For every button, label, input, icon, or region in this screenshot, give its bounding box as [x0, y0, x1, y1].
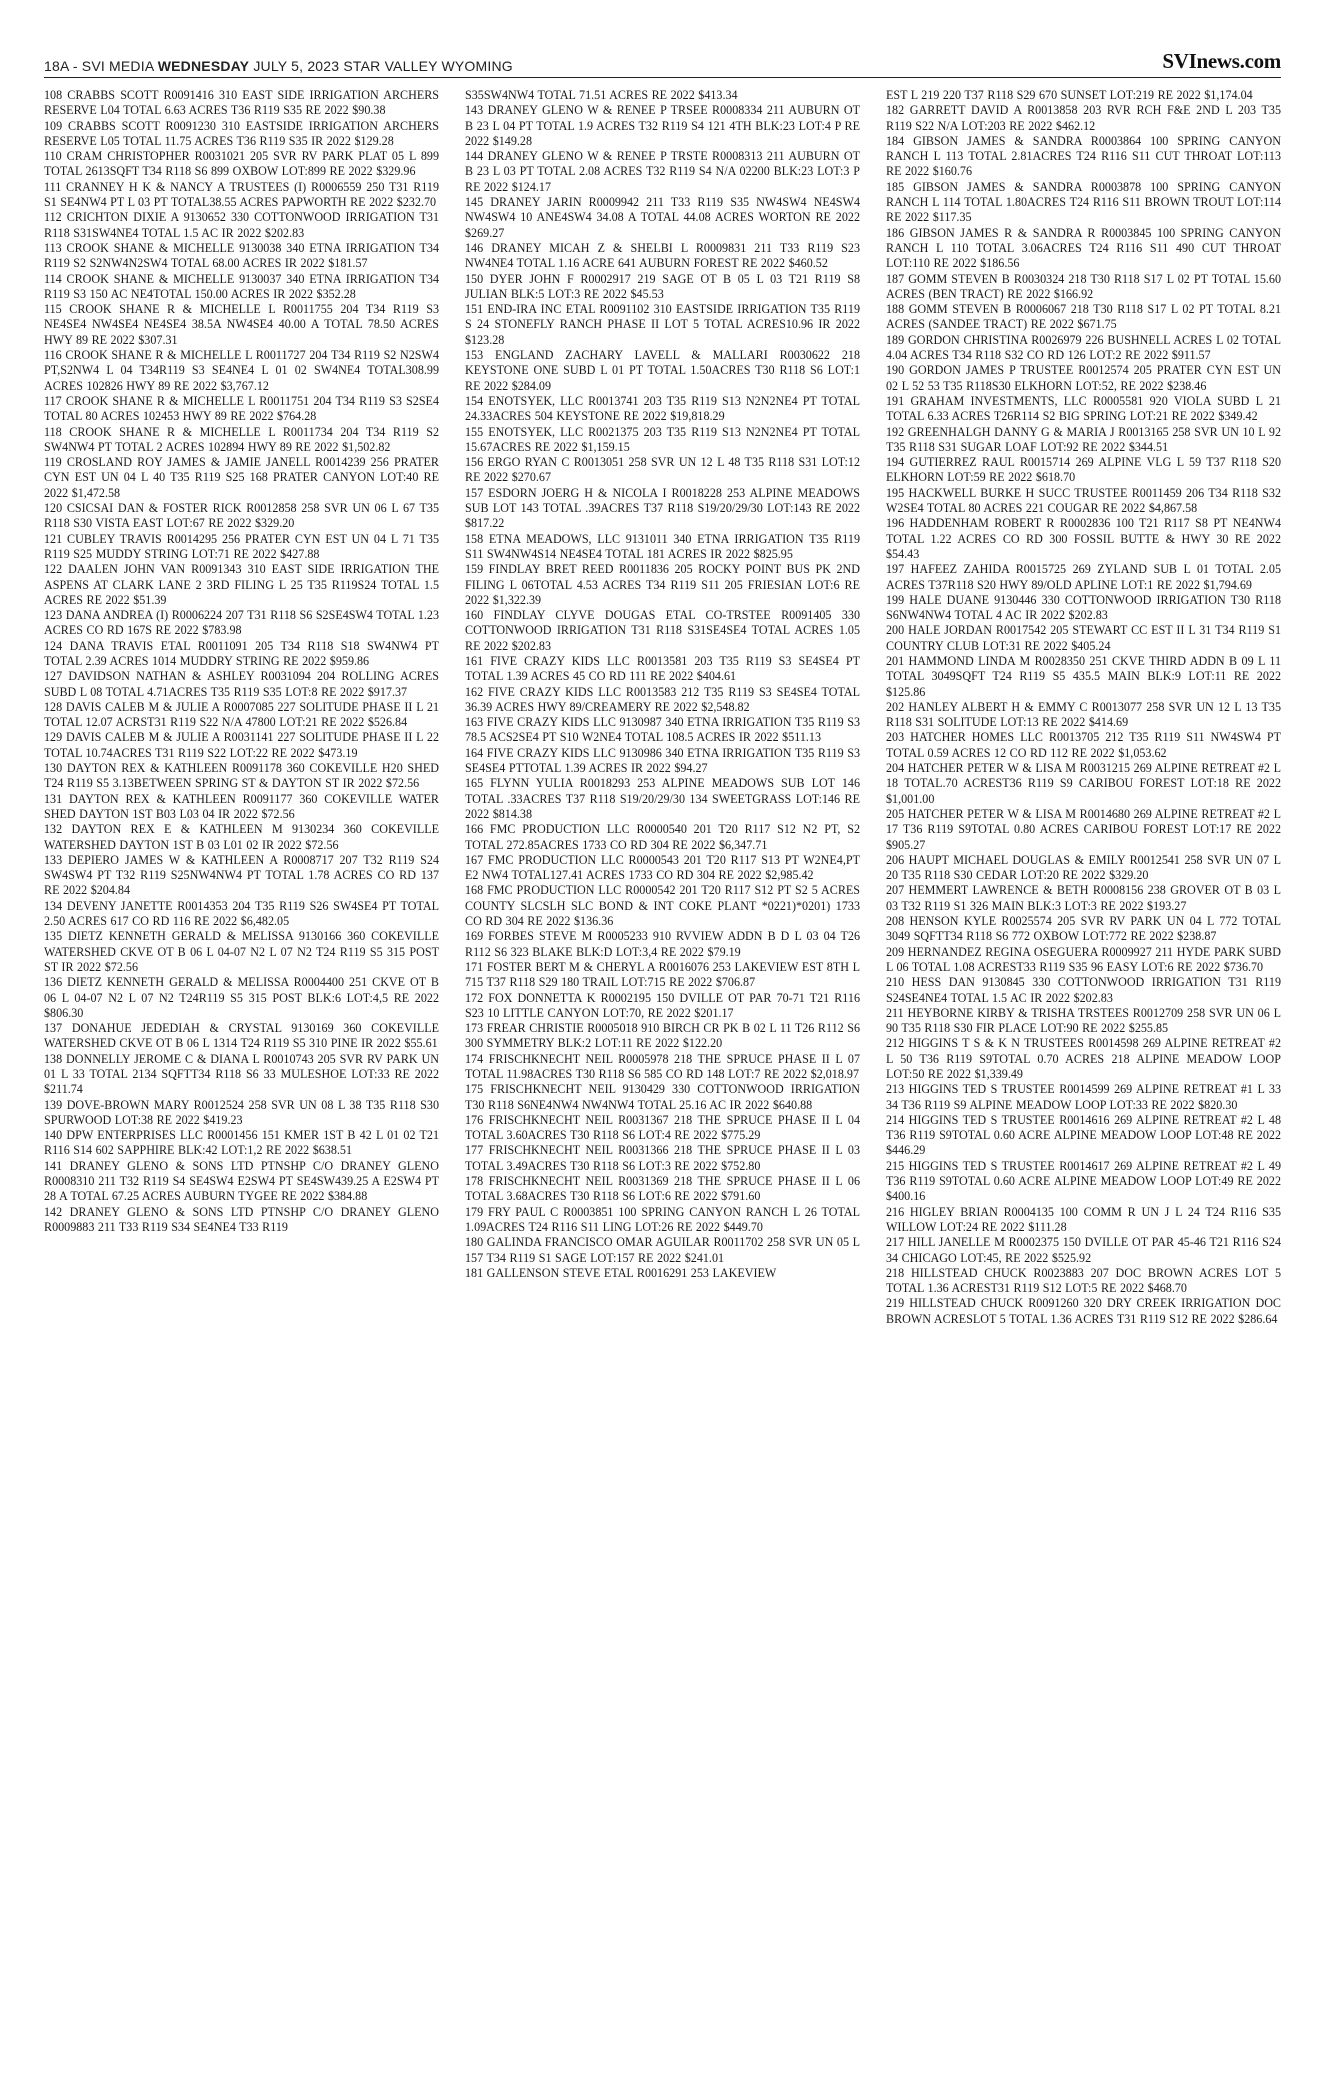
tax-notice-entry: 208 HENSON KYLE R0025574 205 SVR RV PARK UN 04 L 772 TOTAL 3049 SQFTT34 R118 S6 772 OXBOW LOT:772 RE 2022 $238.87 [886, 914, 1281, 944]
tax-notice-entry: 173 FREAR CHRISTIE R0005018 910 BIRCH CR PK B 02 L 11 T26 R112 S6 300 SYMMETRY BLK:2 LOT:11 RE 2022 $122.20 [465, 1021, 860, 1051]
tax-notice-entry: 177 FRISCHKNECHT NEIL R0031366 218 THE SPRUCE PHASE II L 03 TOTAL 3.49ACRES T30 R118 S6 LOT:3 RE 2022 $752.80 [465, 1143, 860, 1173]
tax-notice-entry: 128 DAVIS CALEB M & JULIE A R0007085 227 SOLITUDE PHASE II L 21 TOTAL 12.07 ACRST31 R119 S22 N/A 47800 LOT:21 RE 2022 $526.84 [44, 699, 439, 730]
tax-notice-entry: 137 DONAHUE JEDEDIAH & CRYSTAL 9130169 360 COKEVILLE WATERSHED CKVE OT B 06 L 1314 T24 R119 S5 310 PINE IR 2022 $55.61 [44, 1021, 439, 1051]
tax-notice-entry: 218 HILLSTEAD CHUCK R0023883 207 DOC BROWN ACRES LOT 5 TOTAL 1.36 ACREST31 R119 S12 LOT:5 RE 2022 $468.70 [886, 1265, 1281, 1296]
tax-notice-entry: 121 CUBLEY TRAVIS R0014295 256 PRATER CYN EST UN 04 L 71 T35 R119 S25 MUDDY STRING LOT:71 RE 2022 $427.88 [44, 531, 439, 561]
tax-notice-entry: 119 CROSLAND ROY JAMES & JAMIE JANELL R0014239 256 PRATER CYN EST UN 04 L 40 T35 R119 S25 168 PRATER CANYON LOT:40 RE 2022 $1,472.58 [44, 455, 439, 500]
tax-notice-entry: 182 GARRETT DAVID A R0013858 203 RVR RCH F&E 2ND L 203 T35 R119 S22 N/A LOT:203 RE 2022 $462.12 [886, 103, 1281, 133]
tax-notice-entry: 181 GALLENSON STEVE ETAL R0016291 253 LAKEVIEW [465, 1265, 777, 1280]
column-3 [886, 88, 1281, 2018]
tax-notice-entry: 117 CROOK SHANE R & MICHELLE L R0011751 204 T34 R119 S3 S2SE4 TOTAL 80 ACRES 102453 HWY 89 RE 2022 $764.28 [44, 393, 439, 424]
tax-notice-entry: 151 END-IRA INC ETAL R0091102 310 EASTSIDE IRRIGATION T35 R119 S 24 STONEFLY RANCH PHASE II LOT 5 TOTAL ACRES10.96 IR 2022 $123.28 [465, 302, 860, 347]
tax-notice-entry: 213 HIGGINS TED S TRUSTEE R0014599 269 ALPINE RETREAT #1 L 33 34 T36 R119 S9 ALPINE MEADOW LOOP LOT:33 RE 2022 $820.30 [886, 1082, 1281, 1112]
tax-notice-entry: 216 HIGLEY BRIAN R0004135 100 COMM R UN J L 24 T24 R116 S35 WILLOW LOT:24 RE 2022 $111.28 [886, 1204, 1281, 1234]
tax-notice-entry: 161 FIVE CRAZY KIDS LLC R0013581 203 T35 R119 S3 SE4SE4 PT TOTAL 1.39 ACRES 45 CO RD 111 RE 2022 $404.61 [465, 653, 860, 684]
tax-notice-entry: 156 ERGO RYAN C R0013051 258 SVR UN 12 L 48 T35 R118 S31 LOT:12 RE 2022 $270.67 [465, 455, 860, 485]
tax-notice-entry: 195 HACKWELL BURKE H SUCC TRUSTEE R0011459 206 T34 R118 S32 W2SE4 TOTAL 80 ACRES 221 COUGAR RE 2022 $4,867.58 [886, 485, 1281, 516]
tax-notice-entry: 166 FMC PRODUCTION LLC R0000540 201 T20 R117 S12 N2 PT, S2 TOTAL 272.85ACRES 1733 CO RD 304 RE 2022 $6,347.71 [465, 822, 860, 852]
weekday-label: WEDNESDAY [157, 58, 250, 74]
tax-notice-entry: 154 ENOTSYEK, LLC R0013741 203 T35 R119 S13 N2N2NE4 PT TOTAL 24.33ACRES 504 KEYSTONE RE 2022 $19,818.29 [465, 393, 860, 424]
site-logo: SVInews.com [1162, 49, 1281, 73]
tax-notice-entry: 142 DRANEY GLENO & SONS LTD PTNSHP C/O DRANEY GLENO R0009883 211 T33 R119 S34 SE4NE4 T33 R119 [44, 1204, 439, 1234]
tax-notice-entry: 133 DEPIERO JAMES W & KATHLEEN A R0008717 207 T32 R119 S24 SW4SW4 PT T32 R119 S25NW4NW4 PT TOTAL 1.78 ACRES CO RD 137 RE 2022 $204.84 [44, 852, 439, 898]
tax-notice-entry: 129 DAVIS CALEB M & JULIE A R0031141 227 SOLITUDE PHASE II L 22 TOTAL 10.74ACRES T31 R119 S22 LOT:22 RE 2022 $473.19 [44, 730, 439, 760]
tax-notice-entry: 157 ESDORN JOERG H & NICOLA I R0018228 253 ALPINE MEADOWS SUB LOT 143 TOTAL .39ACRES T37 R118 S19/20/29/30 LOT:143 RE 2022 $817.22 [465, 485, 860, 531]
tax-notice-entry: 140 DPW ENTERPRISES LLC R0001456 151 KMER 1ST B 42 L 01 02 T21 R116 S14 602 SAPPHIRE BLK:42 LOT:1,2 RE 2022 $638.51 [44, 1128, 439, 1158]
tax-notice-entry: 145 DRANEY JARIN R0009942 211 T33 R119 S35 NW4SW4 NE4SW4 NW4SW4 10 ANE4SW4 34.08 A TOTAL 44.08 ACRES WORTON RE 2022 $269.27 [465, 195, 860, 240]
tax-notice-entry: 108 CRABBS SCOTT R0091416 310 EAST SIDE IRRIGATION ARCHERS RESERVE L04 TOTAL 6.63 ACRES T36 R119 S35 RE 2022 $90.38 [44, 88, 439, 118]
tax-notice-entry: 130 DAYTON REX & KATHLEEN R0091178 360 COKEVILLE H20 SHED T24 R119 S5 3.13BETWEEN SPRING ST & DAYTON ST IR 2022 $72.56 [44, 761, 439, 791]
tax-notice-entry: 178 FRISCHKNECHT NEIL R0031369 218 THE SPRUCE PHASE II L 06 TOTAL 3.68ACRES T30 R118 S6 LOT:6 RE 2022 $791.60 [465, 1174, 860, 1204]
tax-notice-entry: 207 HEMMERT LAWRENCE & BETH R0008156 238 GROVER OT B 03 L 03 T32 R119 S1 326 MAIN BLK:3 LOT:3 RE 2022 $193.27 [886, 883, 1281, 913]
tax-notice-entry: 206 HAUPT MICHAEL DOUGLAS & EMILY R0012541 258 SVR UN 07 L 20 T35 R118 S30 CEDAR LOT:20 RE 2022 $329.20 [886, 852, 1281, 883]
tax-notice-entry: 111 CRANNEY H K & NANCY A TRUSTEES (I) R0006559 250 T31 R119 S1 SE4NW4 PT L 03 PT TOTAL38.55 ACRES PAPWORTH RE 2022 $232.70 [44, 179, 439, 210]
tax-notice-entry: 132 DAYTON REX E & KATHLEEN M 9130234 360 COKEVILLE WATERSHED DAYTON 1ST B 03 L01 02 IR 2022 $72.56 [44, 822, 439, 852]
tax-notice-entry: 167 FMC PRODUCTION LLC R0000543 201 T20 R117 S13 PT W2NE4,PT E2 NW4 TOTAL127.41 ACRES 1733 CO RD 304 RE 2022 $2,985.42 [465, 852, 860, 883]
legal-notice-columns [44, 88, 1281, 2018]
tax-notice-entry: 169 FORBES STEVE M R0005233 910 RVVIEW ADDN B D L 03 04 T26 R112 S6 323 BLAKE BLK:D LOT:3,4 RE 2022 $79.19 [465, 929, 860, 959]
tax-notice-entry: 171 FOSTER BERT M & CHERYL A R0016076 253 LAKEVIEW EST 8TH L 715 T37 R118 S29 180 TRAIL LOT:715 RE 2022 $706.87 [465, 959, 860, 990]
tax-notice-entry: 158 ETNA MEADOWS, LLC 9131011 340 ETNA IRRIGATION T35 R119 S11 SW4NW4S14 NE4SE4 TOTAL 181 ACRES IR 2022 $825.95 [465, 531, 860, 561]
tax-notice-entry: 189 GORDON CHRISTINA R0026979 226 BUSHNELL ACRES L 02 TOTAL 4.04 ACRES T34 R118 S32 CO RD 126 LOT:2 RE 2022 $911.57 [886, 332, 1281, 363]
tax-notice-entry: 175 FRISCHKNECHT NEIL 9130429 330 COTTONWOOD IRRIGATION T30 R118 S6NE4NW4 NW4NW4 TOTAL 25.16 AC IR 2022 $640.88 [465, 1082, 860, 1112]
region-label: STAR VALLEY WYOMING [343, 58, 513, 74]
tax-notice-entry: 162 FIVE CRAZY KIDS LLC R0013583 212 T35 R119 S3 SE4SE4 TOTAL 36.39 ACRES HWY 89/CREAMERY RE 2022 $2,548.82 [465, 684, 860, 714]
tax-notice-entry: 203 HATCHER HOMES LLC R0013705 212 T35 R119 S11 NW4SW4 PT TOTAL 0.59 ACRES 12 CO RD 112 RE 2022 $1,053.62 [886, 730, 1281, 760]
tax-notice-entry: 134 DEVENY JANETTE R0014353 204 T35 R119 S26 SW4SE4 PT TOTAL 2.50 ACRES 617 CO RD 116 RE 2022 $6,482.05 [44, 898, 439, 929]
tax-notice-entry: 120 CSICSAI DAN & FOSTER RICK R0012858 258 SVR UN 06 L 67 T35 R118 S30 VISTA EAST LOT:67 RE 2022 $329.20 [44, 501, 439, 531]
tax-notice-entry: 197 HAFEEZ ZAHIDA R0015725 269 ZYLAND SUB L 01 TOTAL 2.05 ACRES T37R118 S20 HWY 89/OLD APLINE LOT:1 RE 2022 $1,794.69 [886, 562, 1281, 592]
tax-notice-entry: 191 GRAHAM INVESTMENTS, LLC R0005581 920 VIOLA SUBD L 21 TOTAL 6.33 ACRES T26R114 S2 BIG SPRING LOT:21 RE 2022 $349.42 [886, 393, 1281, 424]
tax-notice-entry: 196 HADDENHAM ROBERT R R0002836 100 T21 R117 S8 PT NE4NW4 TOTAL 1.22 ACRES CO RD 300 FOSSIL BUTTE & HWY 30 RE 2022 $54.43 [886, 516, 1281, 561]
tax-notice-entry: 116 CROOK SHANE R & MICHELLE L R0011727 204 T34 R119 S2 N2SW4 PT,S2NW4 L 04 T34R119 S3 SE4NE4 L 01 02 SW4NE4 TOTAL308.99 ACRES 102826 HWY 89 RE 2022 $3,767.12 [44, 348, 439, 393]
tax-notice-entry: 164 FIVE CRAZY KIDS LLC 9130986 340 ETNA IRRIGATION T35 R119 S3 SE4SE4 PTTOTAL 1.39 ACRES IR 2022 $94.27 [465, 745, 860, 776]
tax-notice-entry: 217 HILL JANELLE M R0002375 150 DVILLE OT PAR 45-46 T21 R116 S24 34 CHICAGO LOT:45, RE 2022 $525.92 [886, 1235, 1281, 1265]
tax-notice-entry: 143 DRANEY GLENO W & RENEE P TRSEE R0008334 211 AUBURN OT B 23 L 04 PT TOTAL 1.9 ACRES T32 R119 S4 121 4TH BLK:23 LOT:4 P RE 2022 $149.28 [465, 103, 860, 148]
tax-notice-entry: 210 HESS DAN 9130845 330 COTTONWOOD IRRIGATION T31 R119 S24SE4NE4 TOTAL 1.5 AC IR 2022 $202.83 [886, 975, 1281, 1005]
tax-notice-entry: 179 FRY PAUL C R0003851 100 SPRING CANYON RANCH L 26 TOTAL 1.09ACRES T24 R116 S11 LING LOT:26 RE 2022 $449.70 [465, 1204, 860, 1234]
section-label: 18A - SVI MEDIA [44, 58, 154, 74]
newspaper-page [0, 44, 1325, 2092]
tax-notice-entry: 194 GUTIERREZ RAUL R0015714 269 ALPINE VLG L 59 T37 R118 S20 ELKHORN LOT:59 RE 2022 $618.70 [886, 455, 1281, 485]
tax-notice-entry: 163 FIVE CRAZY KIDS LLC 9130987 340 ETNA IRRIGATION T35 R119 S3 78.5 ACS2SE4 PT S10 W2NE4 TOTAL 108.5 ACRES IR 2022 $511.13 [465, 715, 860, 745]
tax-notice-entry: 186 GIBSON JAMES R & SANDRA R R0003845 100 SPRING CANYON RANCH L 110 TOTAL 3.06ACRES T24 R116 S11 490 CUT THROAT LOT:110 RE 2022 $186.56 [886, 225, 1281, 271]
tax-notice-entry: 209 HERNANDEZ REGINA OSEGUERA R0009927 211 HYDE PARK SUBD L 06 TOTAL 1.08 ACREST33 R119 S35 96 EASY LOT:6 RE 2022 $736.70 [886, 944, 1281, 974]
tax-notice-entry: 211 HEYBORNE KIRBY & TRISHA TRSTEES R0012709 258 SVR UN 06 L 90 T35 R118 S30 FIR PLACE LOT:90 RE 2022 $255.85 [886, 1005, 1281, 1036]
tax-notice-entry: 124 DANA TRAVIS ETAL R0011091 205 T34 R118 S18 SW4NW4 PT TOTAL 2.39 ACRES 1014 MUDDRY STRING RE 2022 $959.86 [44, 638, 439, 668]
tax-notice-entry: 136 DIETZ KENNETH GERALD & MELISSA R0004400 251 CKVE OT B 06 L 04-07 N2 L 07 N2 T24R119 S5 315 POST BLK:6 LOT:4,5 RE 2022 $806.30 [44, 975, 439, 1020]
tax-notice-entry: EST L 219 220 T37 R118 S29 670 SUNSET LOT:219 RE 2022 $1,174.04 [886, 88, 1253, 102]
tax-notice-entry: 155 ENOTSYEK, LLC R0021375 203 T35 R119 S13 N2N2NE4 PT TOTAL 15.67ACRES RE 2022 $1,159.15 [465, 424, 860, 454]
tax-notice-entry: 212 HIGGINS T S & K N TRUSTEES R0014598 269 ALPINE RETREAT #2 L 50 T36 R119 S9TOTAL 0.70 ACRES 218 ALPINE MEADOW LOOP LOT:50 RE 2022 $1,339.49 [886, 1036, 1281, 1081]
tax-notice-entry: 123 DANA ANDREA (I) R0006224 207 T31 R118 S6 S2SE4SW4 TOTAL 1.23 ACRES CO RD 167S RE 2022 $783.98 [44, 608, 439, 638]
tax-notice-entry: 138 DONNELLY JEROME C & DIANA L R0010743 205 SVR RV PARK UN 01 L 33 TOTAL 2134 SQFTT34 R118 S6 33 MULESHOE LOT:33 RE 2022 $211.74 [44, 1051, 439, 1097]
page-header-left [44, 58, 513, 74]
tax-notice-entry: 200 HALE JORDAN R0017542 205 STEWART CC EST II L 31 T34 R119 S1 COUNTRY CLUB LOT:31 RE 2022 $405.24 [886, 623, 1281, 653]
tax-notice-entry: 215 HIGGINS TED S TRUSTEE R0014617 269 ALPINE RETREAT #2 L 49 T36 R119 S9TOTAL 0.60 ACRE ALPINE MEADOW LOOP LOT:49 RE 2022 $400.16 [886, 1158, 1281, 1204]
tax-notice-entry: 144 DRANEY GLENO W & RENEE P TRSTE R0008313 211 AUBURN OT B 23 L 03 PT TOTAL 2.08 ACRES T32 R119 S4 N/A 02200 BLK:23 LOT:3 P RE 2022 $124.17 [465, 149, 860, 194]
tax-notice-entry: 159 FINDLAY BRET REED R0011836 205 ROCKY POINT BUS PK 2ND FILING L 06TOTAL 4.53 ACRES T34 R119 S11 205 FRIESIAN LOT:6 RE 2022 $1,322.39 [465, 562, 860, 607]
tax-notice-entry: 110 CRAM CHRISTOPHER R0031021 205 SVR RV PARK PLAT 05 L 899 TOTAL 2613SQFT T34 R118 S6 899 OXBOW LOT:899 RE 2022 $329.96 [44, 149, 439, 179]
tax-notice-entry: 219 HILLSTEAD CHUCK R0091260 320 DRY CREEK IRRIGATION DOC BROWN ACRESLOT 5 TOTAL 1.36 ACRES T31 R119 S12 RE 2022 $286.64 [886, 1296, 1281, 1326]
tax-notice-entry: 204 HATCHER PETER W & LISA M R0031215 269 ALPINE RETREAT #2 L 18 TOTAL.70 ACREST36 R119 S9 CARIBOU FOREST LOT:18 RE 2022 $1,001.00 [886, 761, 1281, 806]
tax-notice-entry: 201 HAMMOND LINDA M R0028350 251 CKVE THIRD ADDN B 09 L 11 TOTAL 3049SQFT T24 R119 S5 435.5 MAIN BLK:9 LOT:11 RE 2022 $125.86 [886, 653, 1281, 699]
tax-notice-entry: 118 CROOK SHANE R & MICHELLE L R0011734 204 T34 R119 S2 SW4NW4 PT TOTAL 2 ACRES 102894 HWY 89 RE 2022 $1,502.82 [44, 424, 439, 454]
tax-notice-entry: 122 DAALEN JOHN VAN R0091343 310 EAST SIDE IRRIGATION THE ASPENS AT CLARK LANE 2 3RD FILING L 25 T35 R119S24 TOTAL 1.5 ACRES RE 2022 $51.39 [44, 562, 439, 607]
tax-notice-entry: 150 DYER JOHN F R0002917 219 SAGE OT B 05 L 03 T21 R119 S8 JULIAN BLK:5 LOT:3 RE 2022 $45.53 [465, 271, 860, 301]
tax-notice-entry: 113 CROOK SHANE & MICHELLE 9130038 340 ETNA IRRIGATION T34 R119 S2 S2NW4N2SW4 TOTAL 68.00 ACRES IR 2022 $181.57 [44, 240, 439, 271]
tax-notice-entry: 165 FLYNN YULIA R0018293 253 ALPINE MEADOWS SUB LOT 146 TOTAL .33ACRES T37 R118 S19/20/29/30 134 SWEETGRASS LOT:146 RE 2022 $814.38 [465, 776, 860, 821]
tax-notice-entry: 176 FRISCHKNECHT NEIL R0031367 218 THE SPRUCE PHASE II L 04 TOTAL 3.60ACRES T30 R118 S6 LOT:4 RE 2022 $775.29 [465, 1112, 860, 1143]
column-2 [465, 88, 860, 2018]
tax-notice-entry: 202 HANLEY ALBERT H & EMMY C R0013077 258 SVR UN 12 L 13 T35 R118 S31 SOLITUDE LOT:13 RE 2022 $414.69 [886, 699, 1281, 730]
tax-notice-entry: 131 DAYTON REX & KATHLEEN R0091177 360 COKEVILLE WATER SHED DAYTON 1ST B03 L03 04 IR 2022 $72.56 [44, 791, 439, 821]
tax-notice-entry: 160 FINDLAY CLYVE DOUGAS ETAL CO-TRSTEE R0091405 330 COTTONWOOD IRRIGATION T31 R118 S31SE4SE4 TOTAL ACRES 1.05 RE 2022 $202.83 [465, 608, 860, 653]
tax-notice-entry: 180 GALINDA FRANCISCO OMAR AGUILAR R0011702 258 SVR UN 05 L 157 T34 R119 S1 SAGE LOT:157 RE 2022 $241.01 [465, 1235, 860, 1265]
tax-notice-entry: 188 GOMM STEVEN B R0006067 218 T30 R118 S17 L 02 PT TOTAL 8.21 ACRES (SANDEE TRACT) RE 2022 $671.75 [886, 302, 1281, 332]
tax-notice-entry: 185 GIBSON JAMES & SANDRA R0003878 100 SPRING CANYON RANCH L 114 TOTAL 1.80ACRES T24 R116 S11 BROWN TROUT LOT:114 RE 2022 $117.35 [886, 179, 1281, 225]
tax-notice-entry: 214 HIGGINS TED S TRUSTEE R0014616 269 ALPINE RETREAT #2 L 48 T36 R119 S9TOTAL 0.60 ACRE ALPINE MEADOW LOOP LOT:48 RE 2022 $446.29 [886, 1112, 1281, 1158]
tax-notice-entry: 115 CROOK SHANE R & MICHELLE L R0011755 204 T34 R119 S3 NE4SE4 NW4SE4 NE4SE4 38.5A NW4SE4 40.00 A TOTAL 78.50 ACRES HWY 89 RE 2022 $307.31 [44, 302, 439, 347]
tax-notice-entry: 184 GIBSON JAMES & SANDRA R0003864 100 SPRING CANYON RANCH L 113 TOTAL 2.81ACRES T24 R116 S11 CUT THROAT LOT:113 RE 2022 $160.76 [886, 133, 1281, 179]
tax-notice-entry: 187 GOMM STEVEN B R0030324 218 T30 R118 S17 L 02 PT TOTAL 15.60 ACRES (BEN TRACT) RE 2022 $166.92 [886, 271, 1281, 301]
tax-notice-entry: 172 FOX DONNETTA K R0002195 150 DVILLE OT PAR 70-71 T21 R116 S23 10 LITTLE CANYON LOT:70, RE 2022 $201.17 [465, 990, 860, 1020]
tax-notice-entry: 139 DOVE-BROWN MARY R0012524 258 SVR UN 08 L 38 T35 R118 S30 SPURWOOD LOT:38 RE 2022 $419.23 [44, 1097, 439, 1127]
tax-notice-entry: 109 CRABBS SCOTT R0091230 310 EASTSIDE IRRIGATION ARCHERS RESERVE L05 TOTAL 11.75 ACRES T36 R119 S35 IR 2022 $129.28 [44, 118, 439, 148]
tax-notice-entry: 127 DAVIDSON NATHAN & ASHLEY R0031094 204 ROLLING ACRES SUBD L 08 TOTAL 4.71ACRES T35 R119 S35 LOT:8 RE 2022 $917.37 [44, 669, 439, 699]
tax-notice-entry: 205 HATCHER PETER W & LISA M R0014680 269 ALPINE RETREAT #2 L 17 T36 R119 S9TOTAL 0.80 ACRES CARIBOU FOREST LOT:17 RE 2022 $905.27 [886, 806, 1281, 852]
tax-notice-entry: 192 GREENHALGH DANNY G & MARIA J R0013165 258 SVR UN 10 L 92 T35 R118 S31 SUGAR LOAF LOT:92 RE 2022 $344.51 [886, 424, 1281, 454]
tax-notice-entry: S35SW4NW4 TOTAL 71.51 ACRES RE 2022 $413.34 [465, 88, 738, 102]
tax-notice-entry: 153 ENGLAND ZACHARY LAVELL & MALLARI R0030622 218 KEYSTONE ONE SUBD L 01 PT TOTAL 1.50ACRES T30 R118 S6 LOT:1 RE 2022 $284.09 [465, 348, 860, 393]
tax-notice-entry: 141 DRANEY GLENO & SONS LTD PTNSHP C/O DRANEY GLENO R0008310 211 T32 R119 S4 SE4SW4 E2SW4 PT SE4SW439.25 A E2SW4 PT 28 A TOTAL 67.25 ACRES AUBURN TYGEE RE 2022 $384.88 [44, 1158, 439, 1204]
column-1 [44, 88, 439, 2018]
masthead [44, 44, 1281, 78]
tax-notice-entry: 168 FMC PRODUCTION LLC R0000542 201 T20 R117 S12 PT S2 5 ACRES COUNTY SLCSLH SLC BOND & INT COKE PLANT *0221)*0201) 1733 CO RD 304 RE 2022 $136.36 [465, 883, 860, 929]
tax-notice-entry: 190 GORDON JAMES P TRUSTEE R0012574 205 PRATER CYN EST UN 02 L 52 53 T35 R118S30 ELKHORN LOT:52, RE 2022 $238.46 [886, 363, 1281, 393]
tax-notice-entry: 199 HALE DUANE 9130446 330 COTTONWOOD IRRIGATION T30 R118 S6NW4NW4 TOTAL 4 AC IR 2022 $202.83 [886, 592, 1281, 623]
tax-notice-entry: 114 CROOK SHANE & MICHELLE 9130037 340 ETNA IRRIGATION T34 R119 S3 150 AC NE4TOTAL 150.00 ACRES IR 2022 $352.28 [44, 271, 439, 301]
date-label: JULY 5, 2023 [253, 58, 340, 74]
tax-notice-entry: 135 DIETZ KENNETH GERALD & MELISSA 9130166 360 COKEVILLE WATERSHED CKVE OT B 06 L 04-07 N2 L 07 N2 T24 R119 S5 315 POST ST IR 2022 $72.56 [44, 929, 439, 974]
tax-notice-entry: 146 DRANEY MICAH Z & SHELBI L R0009831 211 T33 R119 S23 NW4NE4 TOTAL 1.16 ACRE 641 AUBURN FOREST RE 2022 $460.52 [465, 240, 860, 271]
tax-notice-entry: 112 CRICHTON DIXIE A 9130652 330 COTTONWOOD IRRIGATION T31 R118 S31SW4NE4 TOTAL 1.5 AC IR 2022 $202.83 [44, 210, 439, 240]
tax-notice-entry: 174 FRISCHKNECHT NEIL R0005978 218 THE SPRUCE PHASE II L 07 TOTAL 11.98ACRES T30 R118 S6 585 CO RD 148 LOT:7 RE 2022 $2,018.97 [465, 1051, 860, 1081]
